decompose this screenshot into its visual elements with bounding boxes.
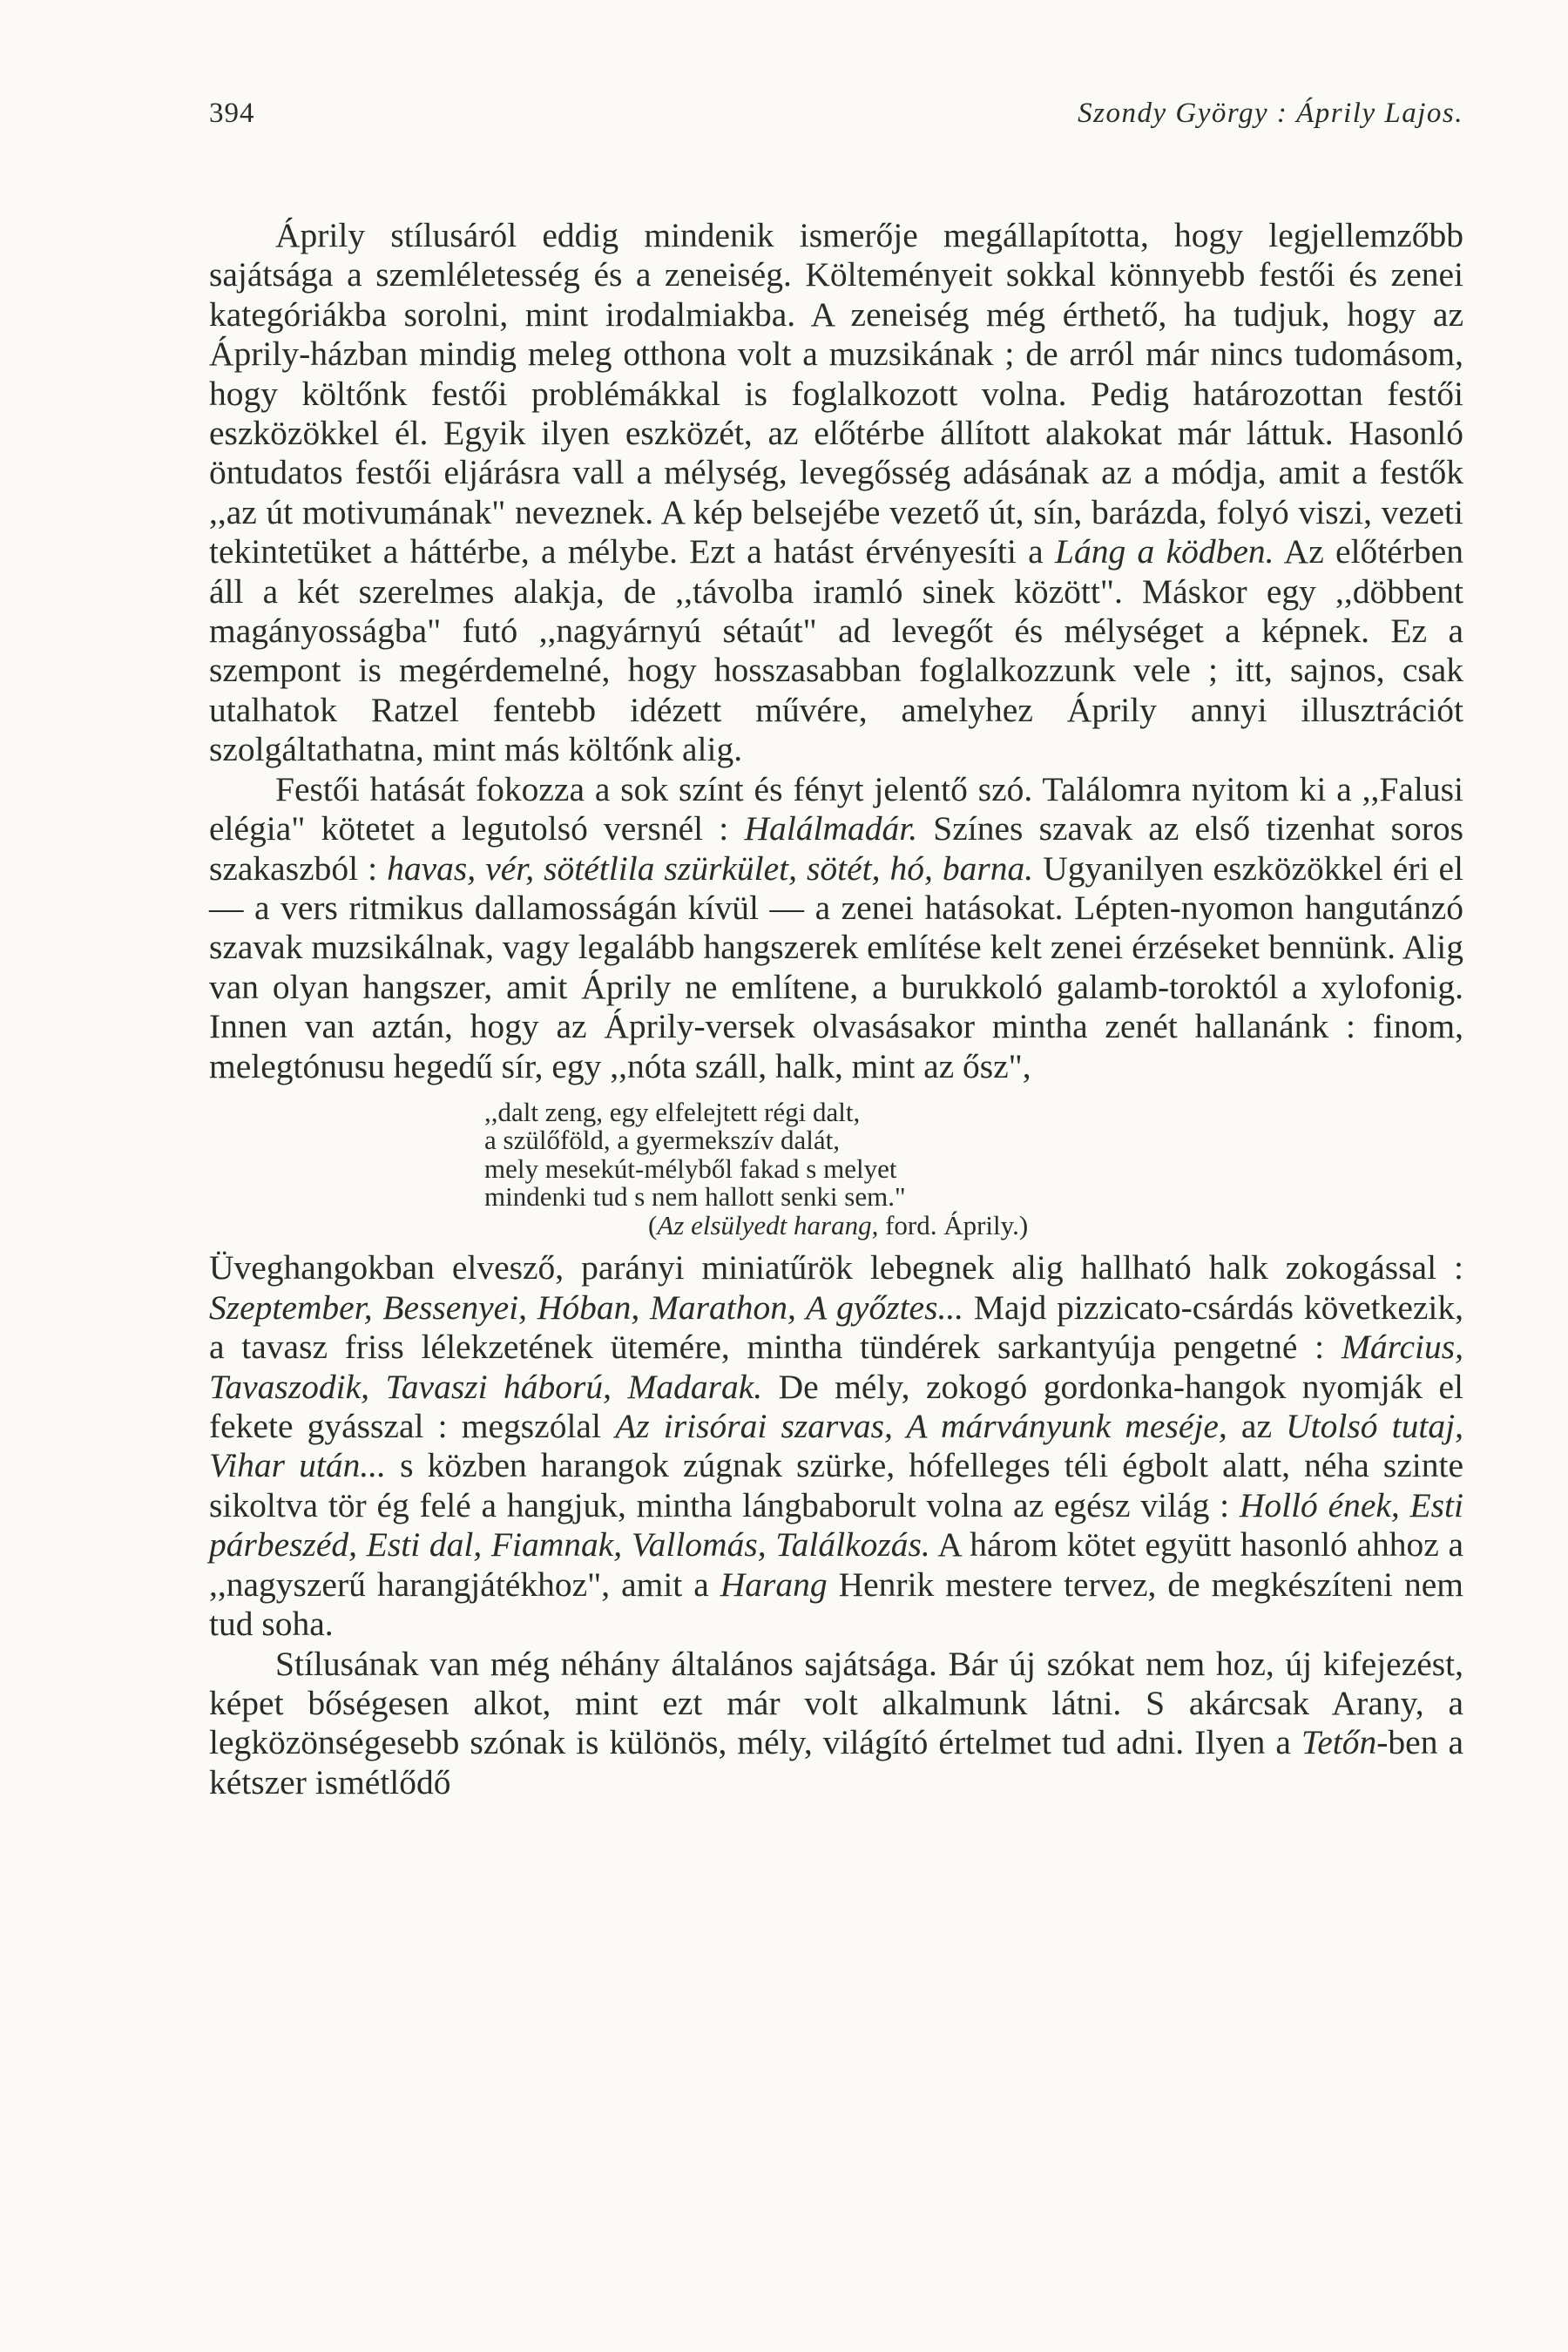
text-span: Ugyanilyen eszközökkel éri el — a vers ritmikus dallamosságán kívül — a zenei hatásokat. Lépten-nyomon hangutánzó szavak muzsikálnak, vagy legalább hangszerek említése kelt zenei érzéseket bennünk. Alig van olyan hangszer, amit Áprily ne említene, a burukkoló galamb-toroktól a xylofonig. Innen van aztán, hogy az Áprily-versek olvasásakor mintha zenét hallanánk : finom, melegtónusu hegedű sír, egy ,,nóta száll, halk, mint az ősz",	[209, 848, 1463, 1085]
credit-open: (	[648, 1209, 658, 1240]
paragraph-4	[209, 1645, 1463, 1803]
text-span: Henrik mestere tervez, de megkészíteni nem tud soha.	[209, 1565, 1464, 1644]
running-title: Szondy György : Áprily Lajos.	[1078, 98, 1463, 129]
text-span: De mély, zokogó gordonka-hangok nyomják el fekete gyásszal : megszólal	[209, 1367, 1463, 1446]
text-span: Áprily stílusáról eddig mindenik ismerője megállapította, hogy legjellemzőbb sajátsága a szemléletesség és a zeneiség. Költeményeit sokkal könnyebb festői és zenei kategóriákba sorolni, mint irodalmiakba. A zeneiség még érthető, ha tudjuk, hogy az Áprily-házban mindig meleg otthona volt a muzsikának ; de arról már nincs tudomásom, hogy költőnk festői problémákkal is foglalkozott volna. Pedig határozottan festői eszközökkel él. Egyik ilyen eszközét, az előtérbe állított alakokat már láttuk. Hasonló öntudatos festői eljárásra vall a mélység, levegősség adásának az a módja, amit a festők ,,az út motivumának" neveznek. A kép belsejébe vezető út, sín, barázda, folyó viszi, vezeti tekintetüket a háttérbe, a mélybe. Ezt a hatást érvényesíti a	[209, 216, 1463, 571]
italic-words: havas, vér, sötétlila szürkület, sötét, hó, barna.	[387, 848, 1034, 888]
text-span: s közben harangok zúgnak szürke, hófelleges téli égbolt alatt, néha szinte sikoltva tör ég felé a hangjuk, mintha lángbaborult volna az egész világ :	[209, 1446, 1463, 1524]
text-span: Stílusának van még néhány általános sajátsága. Bár új szókat nem hoz, új kifejezést, képet bőségesen alkot, mint ezt már volt alkalmunk látni. S akárcsak Arany, a legközönségesebb szónak is különös, mély, világító értelmet tud adni. Ilyen a	[209, 1644, 1463, 1762]
verse-line: mely mesekút-mélyből fakad s melyet	[484, 1152, 897, 1184]
italic-titles: Március, Tavaszodik, Tavaszi háború, Madarak.	[209, 1328, 1463, 1406]
text-span: Majd pizzicato-csárdás következik, a tavasz friss lélekzetének ütemére, mintha tündérek sarkantyúja pengetné :	[209, 1288, 1463, 1367]
paragraph-1	[209, 216, 1463, 770]
running-header	[209, 98, 1463, 141]
verse-quote	[484, 1098, 1463, 1240]
paragraph-3	[209, 1248, 1463, 1644]
verse-credit	[484, 1209, 1463, 1240]
italic-titles: Az irisórai szarvas, A márványunk meséje,	[615, 1407, 1227, 1446]
text-span: -ben a kétszer ismétlődő	[209, 1723, 1464, 1801]
credit-title: Az elsülyedt harang,	[657, 1209, 879, 1240]
verse-line: ,,dalt zeng, egy elfelejtett régi dalt,	[484, 1096, 861, 1127]
text-span: Üveghangokban elvesző, parányi miniatűrök lebegnek alig hallható halk zokogással :	[209, 1248, 1463, 1288]
text-span: Festői hatását fokozza a sok színt és fényt jelentő szó. Találomra nyitom ki a ,,Falusi elégia" kötetet a legutolsó versnél :	[209, 769, 1463, 848]
italic-title: Halálmadár.	[744, 809, 918, 848]
verse-line: mindenki tud s nem hallott senki sem."	[484, 1181, 906, 1213]
article-body	[209, 216, 1463, 1802]
text-span: A három kötet együtt hasonló ahhoz a ,,nagyszerű harangjátékhoz", amit a	[209, 1525, 1463, 1604]
italic-title: Harang	[720, 1565, 828, 1604]
italic-title: Láng a ködben.	[1055, 532, 1274, 571]
page-number: 394	[209, 98, 255, 129]
credit-rest: ford. Áprily.)	[878, 1209, 1029, 1240]
text-span: Színes szavak az első tizenhat soros szakaszból :	[209, 809, 1463, 888]
italic-titles: Utolsó tutaj, Vihar után...	[209, 1407, 1463, 1485]
italic-titles: Holló ének, Esti párbeszéd, Esti dal, Fiamnak, Vallomás, Találkozás.	[209, 1485, 1463, 1565]
text-span: az	[1227, 1407, 1287, 1446]
italic-title: Tetőn	[1301, 1723, 1377, 1762]
text-span: Az előtérben áll a két szerelmes alakja, de ,,távolba iramló sinek között". Máskor egy ,,döbbent magányosságba" futó ,,nagyárnyú sétaút" ad levegőt és mélységet a képnek. Ez a szempont is megérdemelné, hogy hosszasabban foglalkozzunk vele ; itt, sajnos, csak utalhatok Ratzel fentebb idézett művére, amelyhez Áprily annyi illusztrációt szolgáltathatna, mint más költőnk alig.	[209, 532, 1463, 769]
paragraph-2	[209, 770, 1463, 1086]
verse-line: a szülőföld, a gyermekszív dalát,	[484, 1125, 841, 1156]
italic-titles: Szeptember, Bessenyei, Hóban, Marathon, A győztes...	[209, 1288, 964, 1327]
